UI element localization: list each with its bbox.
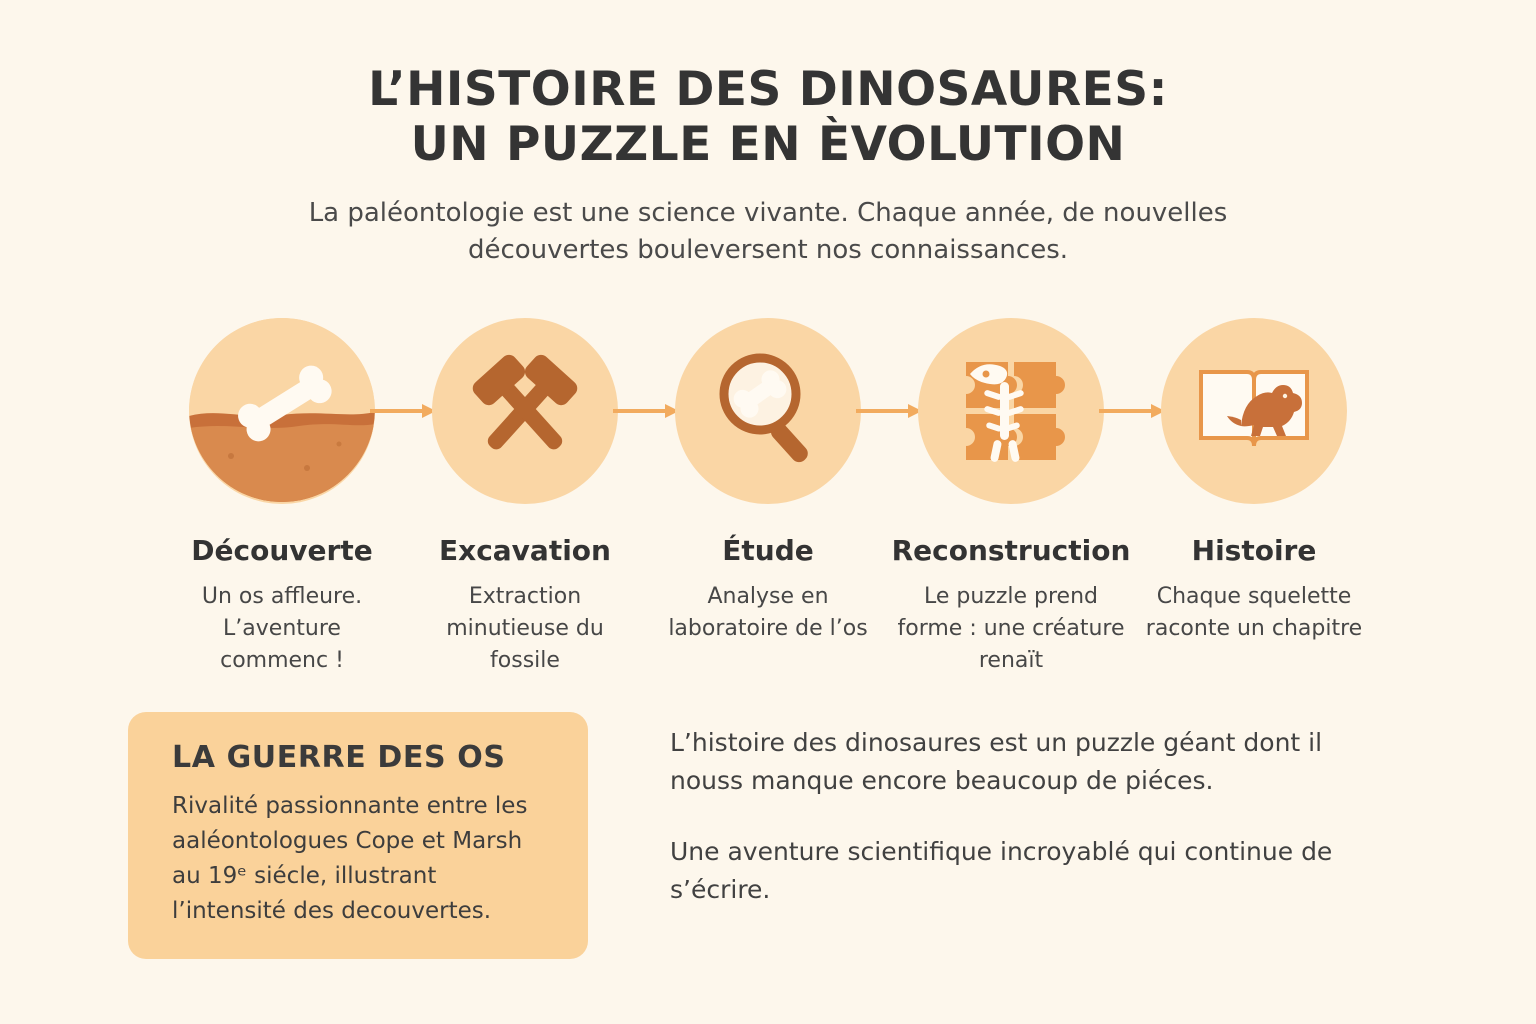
step-5-desc: Chaque squelette raconte un chapitre	[1145, 584, 1363, 641]
step-3-circle	[675, 318, 861, 504]
step-etude	[647, 318, 890, 645]
step-2-desc: Extraction minutieuse du fossile	[446, 584, 604, 673]
step-decouverte	[161, 318, 404, 677]
step-1-circle	[189, 318, 375, 504]
step-4-circle	[918, 318, 1104, 504]
step-1-title: Découverte	[191, 534, 373, 567]
closing-text	[670, 724, 1370, 908]
closing-paragraph-2: Une aventure scientifique incroyablé qui continue de s’écrire.	[670, 837, 1333, 904]
magnifier-bone-icon	[675, 318, 861, 504]
callout-title: LA GUERRE DES OS	[172, 740, 506, 775]
page-subtitle: La paléontologie est une science vivante. Chaque année, de nouvelles découvertes bouleversent nos connaissances.	[308, 197, 1228, 265]
callout-box	[128, 712, 588, 959]
step-excavation	[404, 318, 647, 677]
step-5-circle	[1161, 318, 1347, 504]
crossed-hammers-icon	[432, 318, 618, 504]
step-5-title: Histoire	[1191, 534, 1317, 567]
step-4-desc: Le puzzle prend forme : une créature renaït	[897, 584, 1125, 673]
page-title	[218, 62, 1318, 173]
step-4-title: Reconstruction	[891, 534, 1131, 567]
header	[0, 0, 1536, 269]
step-histoire	[1133, 318, 1376, 645]
bone-in-ground-icon	[189, 318, 375, 504]
step-reconstruction	[890, 318, 1133, 677]
skeleton-puzzle-icon	[918, 318, 1104, 504]
page-title-line-1: L’HISTOIRE DES DINOSAURES:	[368, 62, 1168, 117]
process-steps	[0, 318, 1536, 677]
step-3-title: Étude	[722, 534, 814, 567]
callout-body: Rivalité passionnante entre les aaléontologues Cope et Marsh au 19ᵉ siécle, illustrant l’intensité des decouvertes.	[172, 793, 528, 924]
step-2-title: Excavation	[439, 534, 611, 567]
open-book-dinosaur-icon	[1161, 318, 1347, 504]
step-2-circle	[432, 318, 618, 504]
closing-paragraph-1: L’histoire des dinosaures est un puzzle géant dont il nouss manque encore beaucoup de piéces.	[670, 728, 1323, 795]
step-3-desc: Analyse en laboratoire de l’os	[668, 584, 868, 641]
page-title-line-2: UN PUZZLE EN ÈVOLUTION	[410, 117, 1126, 173]
step-1-desc: Un os affleure. L’aventure commenc !	[201, 584, 363, 673]
